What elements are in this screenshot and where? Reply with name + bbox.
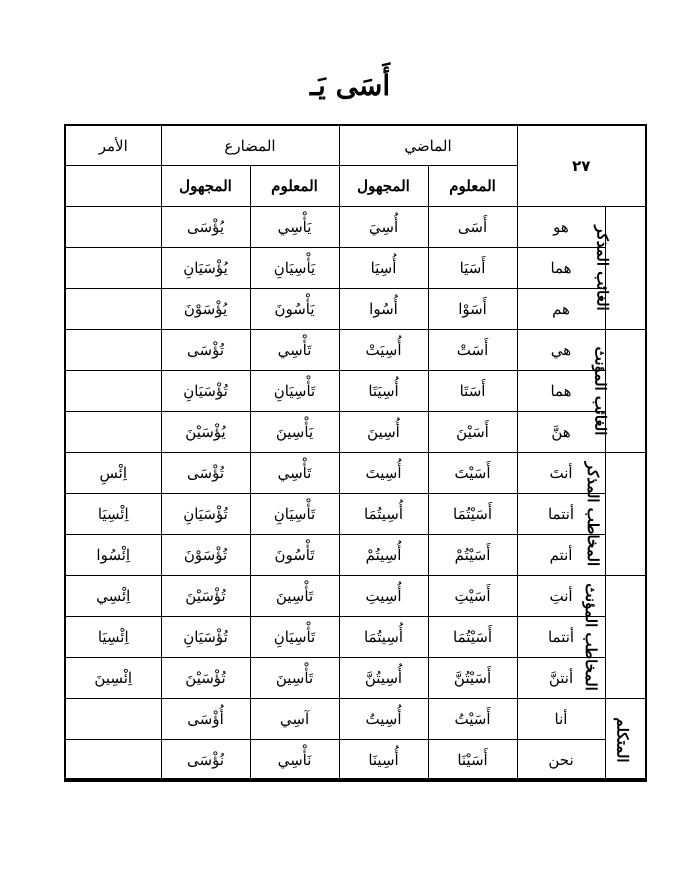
amr-cell: اِئْسِيَا — [65, 617, 161, 658]
table-row — [65, 699, 646, 740]
mudari-maalum-cell: آسِي — [250, 699, 339, 740]
amr-cell — [65, 207, 161, 248]
pronoun-cell: هنَّ — [517, 412, 605, 453]
madi-majhul-cell: أُسِيتُمَا — [339, 617, 428, 658]
mudari-majhul-cell: تُؤْسَيَانِ — [161, 371, 250, 412]
group-label: المخاطب المذكر — [605, 453, 646, 576]
madi-maalum-cell: أَسَيْتُمْ — [428, 535, 517, 576]
pronoun-cell: أنتم — [517, 535, 605, 576]
mudari-majhul-cell: تُؤْسَى — [161, 453, 250, 494]
pronoun-cell: أنتِ — [517, 576, 605, 617]
madi-maalum-cell: أَسَيْتُمَا — [428, 617, 517, 658]
header-madi: الماضي — [339, 125, 517, 166]
amr-cell: اِئْسِي — [65, 576, 161, 617]
header-madi-majhul: المجهول — [339, 166, 428, 207]
table-row — [65, 207, 646, 248]
mudari-majhul-cell: نُؤْسَى — [161, 740, 250, 782]
header-mudari-maalum: المعلوم — [250, 166, 339, 207]
madi-majhul-cell: أُسِيَتَا — [339, 371, 428, 412]
group-label: الغائب المؤنث — [605, 330, 646, 453]
madi-majhul-cell: أُسِيتُنَّ — [339, 658, 428, 699]
madi-majhul-cell: أُسِيتُمْ — [339, 535, 428, 576]
pronoun-cell: أنا — [517, 699, 605, 740]
group-label: المخاطب المؤنث — [605, 576, 646, 699]
amr-cell: اِئْسُوا — [65, 535, 161, 576]
table-row — [65, 371, 646, 412]
madi-maalum-cell: أَسَتْ — [428, 330, 517, 371]
madi-maalum-cell: أَسَيْنَا — [428, 740, 517, 782]
pronoun-cell: هم — [517, 289, 605, 330]
mudari-maalum-cell: تَأْسِي — [250, 330, 339, 371]
mudari-maalum-cell: يَأْسُونَ — [250, 289, 339, 330]
bottom-rule — [64, 778, 645, 780]
madi-majhul-cell: أُسِيتُمَا — [339, 494, 428, 535]
group-label: الغائب المذكر — [605, 207, 646, 330]
madi-majhul-cell: أُسُوا — [339, 289, 428, 330]
pronoun-cell: أنتَ — [517, 453, 605, 494]
header-row-top — [65, 125, 646, 166]
mudari-majhul-cell: يُؤْسَى — [161, 207, 250, 248]
madi-maalum-cell: أَسَيْتُنَّ — [428, 658, 517, 699]
mudari-maalum-cell: تَأْسِينَ — [250, 576, 339, 617]
madi-majhul-cell: أُسِيَا — [339, 248, 428, 289]
header-mudari: المضارع — [161, 125, 339, 166]
mudari-maalum-cell: تَأْسِيَانِ — [250, 371, 339, 412]
table-row — [65, 248, 646, 289]
madi-maalum-cell: أَسَى — [428, 207, 517, 248]
header-madi-maalum: المعلوم — [428, 166, 517, 207]
madi-maalum-cell: أَسَيْتُ — [428, 699, 517, 740]
table-row — [65, 617, 646, 658]
mudari-majhul-cell: تُؤْسَيَانِ — [161, 494, 250, 535]
madi-majhul-cell: أُسِيتِ — [339, 576, 428, 617]
amr-cell — [65, 412, 161, 453]
table-row — [65, 330, 646, 371]
table-row — [65, 658, 646, 699]
mudari-majhul-cell: تُؤْسَيَانِ — [161, 617, 250, 658]
amr-cell — [65, 740, 161, 782]
pronoun-cell: أنتنَّ — [517, 658, 605, 699]
table-row — [65, 535, 646, 576]
mudari-majhul-cell: أُؤْسَى — [161, 699, 250, 740]
header-amr: الأمر — [65, 125, 161, 166]
page-title: أَسَى يَـ — [309, 69, 391, 102]
pronoun-cell: أنتما — [517, 617, 605, 658]
amr-cell: اِئْسِيَا — [65, 494, 161, 535]
madi-maalum-cell: أَسَيَا — [428, 248, 517, 289]
mudari-maalum-cell: يَأْسِيَانِ — [250, 248, 339, 289]
table-row — [65, 494, 646, 535]
madi-majhul-cell: أُسِيَتْ — [339, 330, 428, 371]
mudari-maalum-cell: يَأْسِينَ — [250, 412, 339, 453]
madi-maalum-cell: أَسَيْتَ — [428, 453, 517, 494]
mudari-majhul-cell: تُؤْسَى — [161, 330, 250, 371]
mudari-maalum-cell: تَأْسِيَانِ — [250, 494, 339, 535]
amr-cell — [65, 699, 161, 740]
header-amr-empty — [65, 166, 161, 207]
pronoun-cell: نحن — [517, 740, 605, 782]
amr-cell: اِئْسِينَ — [65, 658, 161, 699]
table-row — [65, 453, 646, 494]
table-row — [65, 576, 646, 617]
madi-majhul-cell: أُسِينَ — [339, 412, 428, 453]
madi-maalum-cell: أَسَوْا — [428, 289, 517, 330]
header-mudari-majhul: المجهول — [161, 166, 250, 207]
mudari-maalum-cell: تَأْسُونَ — [250, 535, 339, 576]
madi-majhul-cell: أُسِينَا — [339, 740, 428, 782]
mudari-majhul-cell: تُؤْسَيْنَ — [161, 576, 250, 617]
madi-majhul-cell: أُسِيَ — [339, 207, 428, 248]
pronoun-cell: هما — [517, 371, 605, 412]
amr-cell — [65, 289, 161, 330]
mudari-majhul-cell: يُؤْسَوْنَ — [161, 289, 250, 330]
pronoun-cell: أنتما — [517, 494, 605, 535]
group-label: المتكلم — [605, 699, 646, 782]
table-number: ٢٧ — [517, 125, 646, 207]
madi-majhul-cell: أُسِيتُ — [339, 699, 428, 740]
table-row — [65, 289, 646, 330]
pronoun-cell: هو — [517, 207, 605, 248]
madi-majhul-cell: أُسِيتَ — [339, 453, 428, 494]
table-row — [65, 412, 646, 453]
mudari-majhul-cell: تُؤْسَوْنَ — [161, 535, 250, 576]
madi-maalum-cell: أَسَيْتُمَا — [428, 494, 517, 535]
madi-maalum-cell: أَسَتَا — [428, 371, 517, 412]
mudari-maalum-cell: تَأْسِينَ — [250, 658, 339, 699]
mudari-maalum-cell: نَأْسِي — [250, 740, 339, 782]
pronoun-cell: هما — [517, 248, 605, 289]
madi-maalum-cell: أَسَيْتِ — [428, 576, 517, 617]
mudari-maalum-cell: يَأْسِي — [250, 207, 339, 248]
pronoun-cell: هي — [517, 330, 605, 371]
mudari-majhul-cell: تُؤْسَيْنَ — [161, 658, 250, 699]
amr-cell — [65, 330, 161, 371]
mudari-majhul-cell: يُؤْسَيَانِ — [161, 248, 250, 289]
mudari-majhul-cell: يُؤْسَيْنَ — [161, 412, 250, 453]
amr-cell — [65, 371, 161, 412]
amr-cell: اِئْسِ — [65, 453, 161, 494]
table-row — [65, 740, 646, 782]
conjugation-table — [64, 124, 647, 782]
madi-maalum-cell: أَسَيْنَ — [428, 412, 517, 453]
amr-cell — [65, 248, 161, 289]
mudari-maalum-cell: تَأْسِي — [250, 453, 339, 494]
mudari-maalum-cell: تَأْسِيَانِ — [250, 617, 339, 658]
